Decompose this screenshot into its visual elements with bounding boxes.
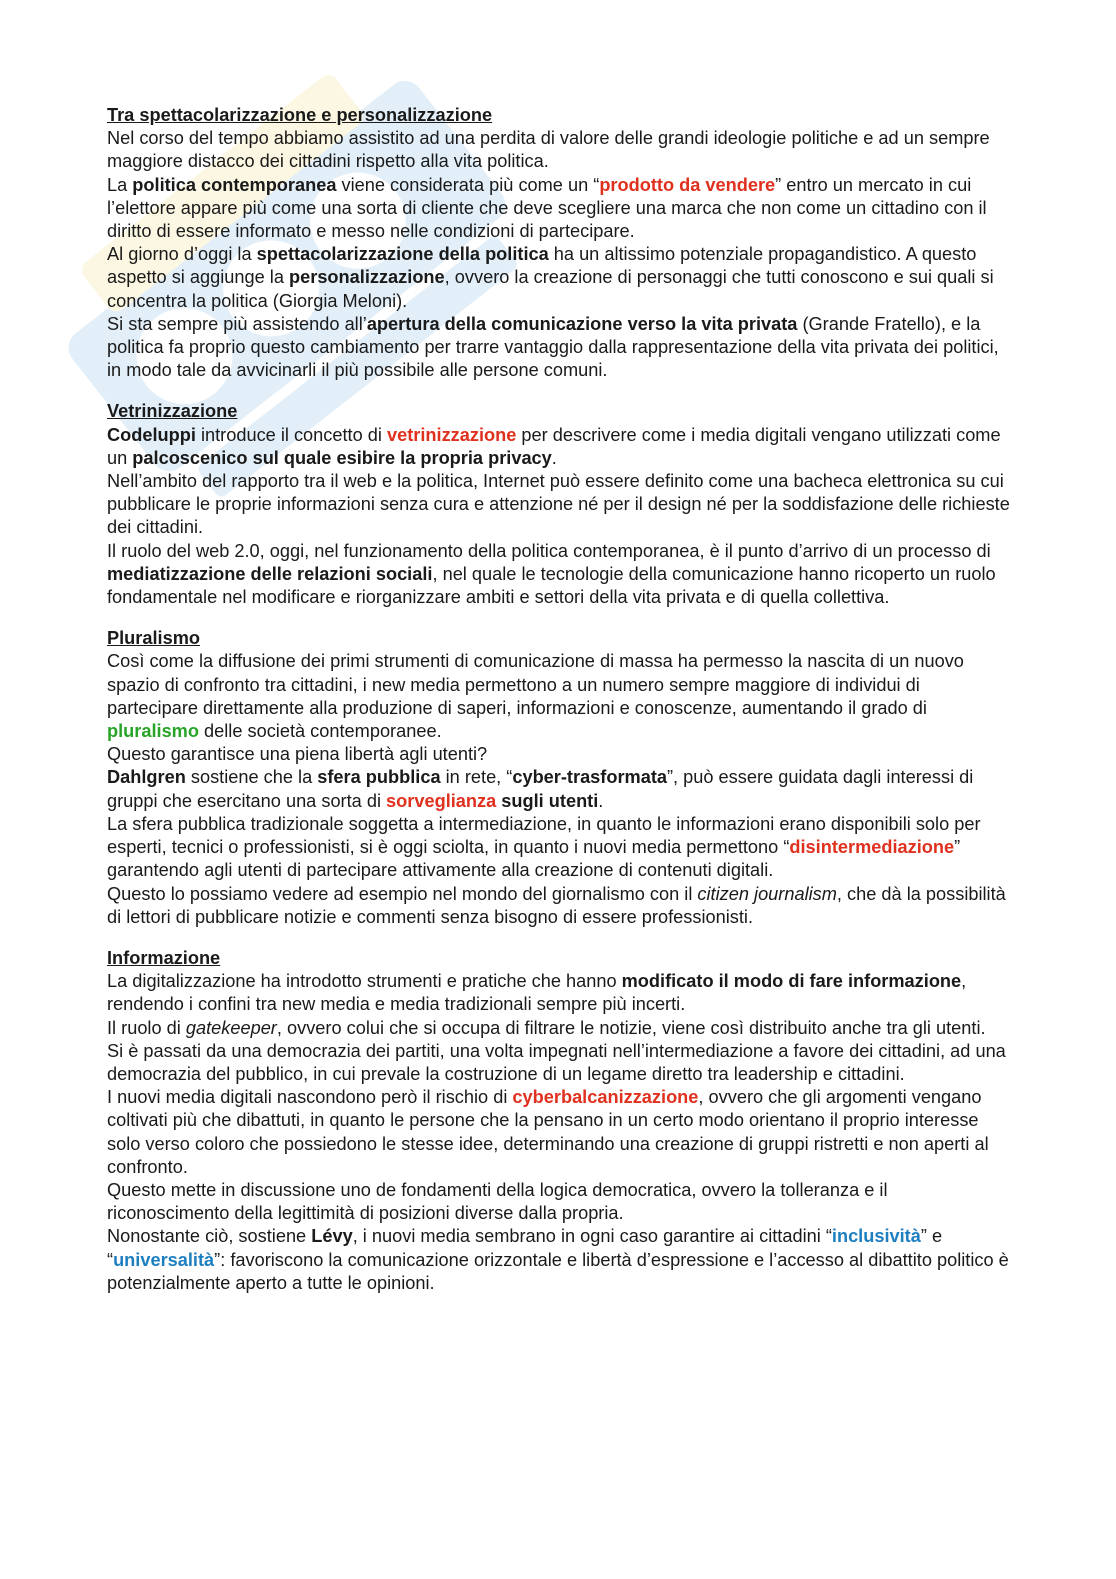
bold-term: spettacolarizzazione della politica [256, 244, 549, 265]
paragraph [107, 743, 1012, 766]
text-run: ” e “ [107, 1226, 943, 1270]
text-run: Questo lo possiamo vedere ad esempio nel mondo del giornalismo con il [107, 883, 698, 904]
bold-term: politica contemporanea [132, 174, 337, 195]
section-heading: Tra spettacolarizzazione e personalizzazione [107, 105, 493, 125]
paragraph [107, 127, 1012, 173]
paragraph [107, 1225, 1012, 1295]
text-run: . [551, 447, 557, 468]
text-run: , i nuovi media sembrano in ogni caso garantire ai cittadini “ [352, 1226, 832, 1247]
paragraph [107, 313, 1012, 383]
highlighted-term: universalità [113, 1249, 215, 1270]
text-run: Nonostante ciò, sostiene [107, 1226, 312, 1247]
paragraph [107, 766, 1012, 812]
section-heading: Vetrinizzazione [107, 401, 238, 422]
text-run: in rete, “ [440, 767, 513, 788]
text-run: , che dà la possibilità di lettori di pubblicare notizie e commenti senza bisogno di essere professionisti. [107, 883, 1006, 927]
text-run: I nuovi media digitali nascondono però il rischio di [107, 1087, 513, 1108]
bold-term: apertura della comunicazione verso la vita privata [366, 313, 798, 334]
paragraph [107, 883, 1012, 929]
highlighted-term: pluralismo [107, 721, 199, 742]
highlighted-term: prodotto da vendere [599, 174, 776, 195]
paragraph [107, 174, 1012, 244]
section-heading: Pluralismo [107, 628, 200, 649]
italic-term: gatekeeper [185, 1017, 277, 1038]
text-run: sostiene che la [185, 767, 318, 788]
paragraph [107, 1017, 1012, 1040]
text-run: Il ruolo di [107, 1017, 186, 1038]
text-run: per descrivere come i media digitali vengano utilizzati come un [107, 424, 1001, 468]
paragraph [107, 970, 1012, 1016]
text-run: , ovvero che gli argomenti vengano coltivati più che dibattuti, in quanto le persone che la pensano in un certo modo orientano il proprio interesse solo verso coloro che possiedono le stesse idee, determinando una creazione di gruppi ristretti e non aperti al confronto. [107, 1087, 989, 1177]
paragraph [107, 650, 1012, 743]
italic-term: citizen journalism [697, 883, 837, 904]
text-run: La digitalizzazione ha introdotto strumenti e pratiche che hanno [107, 971, 622, 992]
paragraph [107, 540, 1012, 610]
text-run: ha un altissimo potenziale propagandistico. A questo aspetto si aggiunge la [107, 244, 977, 288]
text-run: Si è passati da una democrazia dei partiti, una volta impegnati nell’intermediazione a favore dei cittadini, ad una democrazia del pubblico, in cui prevale la costruzione di un legame diretto tra leadership e cittadini. [107, 1040, 1006, 1084]
text-run: Si sta sempre più assistendo all’ [107, 313, 367, 334]
text-run: Il ruolo del web 2.0, oggi, nel funzionamento della politica contemporanea, è il punto d’arrivo di un processo di [107, 540, 991, 561]
bold-term: mediatizzazione delle relazioni sociali [107, 563, 433, 584]
section [107, 104, 1012, 382]
text-run: Così come la diffusione dei primi strumenti di comunicazione di massa ha permesso la nascita di un nuovo spazio di confronto tra cittadini, i new media permettono a un numero sempre maggiore di individui di partecipare direttamente alla produzione di saperi, informazioni e conoscenze, aumentando il grado di [107, 651, 964, 718]
text-run: , ovvero la creazione di personaggi che tutti conoscono e sui quali si concentra la politica (Giorgia Meloni). [107, 267, 994, 311]
section-heading: Informazione [107, 947, 221, 968]
text-run: Al giorno d’oggi la [107, 244, 257, 265]
paragraph [107, 813, 1012, 883]
bold-term: modificato il modo di fare informazione [621, 971, 962, 992]
bold-term: cyber-trasformata [512, 767, 667, 788]
bold-term: personalizzazione [289, 267, 445, 288]
text-run: La sfera pubblica tradizionale soggetta a intermediazione, in quanto le informazioni erano disponibili solo per esperti, tecnici o professionisti, si è oggi sciolta, in quanto i nuovi media permettono “ [107, 813, 981, 858]
text-run: Nel corso del tempo abbiamo assistito ad una perdita di valore delle grandi ideologie politiche e ad un sempre maggiore distacco dei cittadini rispetto alla vita politica. [107, 128, 990, 172]
paragraph [107, 1179, 1012, 1225]
text-run: , nel quale le tecnologie della comunicazione hanno ricoperto un ruolo fondamentale nel modificare e riorganizzare ambiti e settori della vita privata e di quella collettiva. [107, 563, 996, 608]
text-run: (Grande Fratello), e la politica fa proprio questo cambiamento per trarre vantaggio dalla rappresentazione della vita privata dei politici, in modo tale da avvicinarli il più possibile alle persone comuni. [107, 313, 999, 381]
highlighted-term: sorveglianza [386, 790, 497, 811]
text-run: . [598, 790, 604, 811]
document-body [107, 104, 1012, 1313]
bold-term: sugli utenti [501, 790, 599, 811]
bold-term: Codeluppi [107, 424, 196, 445]
text-run: Questo garantisce una piena libertà agli utenti? [107, 744, 488, 765]
text-run: ” garantendo agli utenti di partecipare attivamente alla creazione di contenuti digitali. [107, 837, 961, 881]
text-run: , rendendo i confini tra new media e media tradizionali sempre più incerti. [107, 971, 967, 1015]
bold-term: Lévy [311, 1226, 353, 1247]
section [107, 400, 1012, 609]
section [107, 947, 1012, 1295]
paragraph [107, 470, 1012, 540]
highlighted-term: inclusività [831, 1226, 921, 1247]
bold-term: Dahlgren [107, 767, 186, 788]
highlighted-term: vetrinizzazione [386, 424, 517, 445]
highlighted-term: cyberbalcanizzazione [512, 1087, 699, 1108]
text-run: ” entro un mercato in cui l’elettore appare più come una sorta di cliente che deve scegliere una marca che non come un cittadino con il diritto di essere informato e messo nelle condizioni di partecipare. [107, 174, 987, 242]
paragraph [107, 1086, 1012, 1179]
paragraph [107, 1040, 1012, 1086]
section [107, 627, 1012, 929]
bold-term: sfera pubblica [317, 767, 441, 788]
text-run: , ovvero colui che si occupa di filtrare le notizie, viene così distribuito anche tra gli utenti. [276, 1017, 986, 1038]
text-run: Questo mette in discussione uno de fondamenti della logica democratica, ovvero la tolleranza e il riconoscimento della legittimità di posizioni diverse dalla propria. [107, 1179, 888, 1224]
text-run: Nell’ambito del rapporto tra il web e la politica, Internet può essere definito come una bacheca elettronica su cui pubblicare le proprie informazioni senza cura e attenzione né per il design né per la soddisfazione delle richieste dei cittadini. [107, 471, 1010, 538]
text-run: viene considerata più come un “ [336, 174, 600, 195]
text-run: ”: favoriscono la comunicazione orizzontale e libertà d’espressione e l’accesso al dibattito politico è potenzialmente aperto a tutte le opinioni. [107, 1249, 1009, 1293]
text-run: introduce il concetto di [195, 424, 387, 445]
paragraph [107, 424, 1012, 470]
bold-term: palcoscenico sul quale esibire la propria privacy [132, 447, 552, 468]
text-run: delle società contemporanee. [198, 721, 442, 742]
highlighted-term: disintermediazione [789, 837, 955, 858]
paragraph [107, 243, 1012, 313]
text-run: La [107, 174, 133, 195]
text-run: ”, può essere guidata dagli interessi di gruppi che esercitano una sorta di [107, 767, 974, 811]
